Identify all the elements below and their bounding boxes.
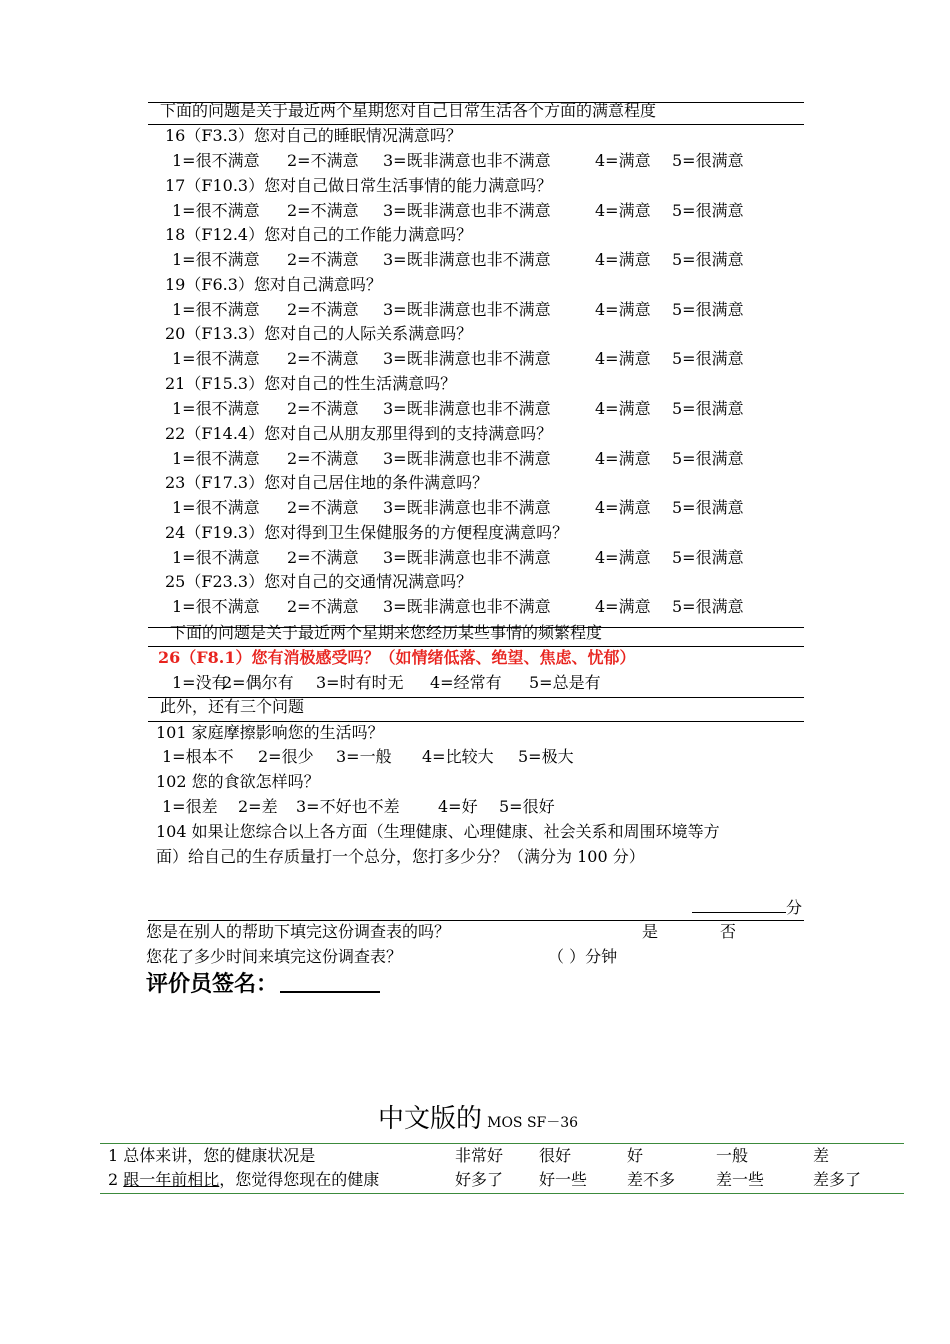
question-18: 18（F12.4）您对自己的工作能力满意吗？ [165,225,473,244]
option: 2=很少 [258,747,314,766]
option[interactable]: 4=满意 [595,151,651,170]
help-question: 您是在别人的帮助下填完这份调查表的吗？ [146,922,451,941]
score-field[interactable] [692,897,802,919]
option[interactable]: 1=很不满意 [172,201,260,220]
question-26-options [172,672,601,694]
time-question: 您花了多少时间来填完这份调查表？ [146,947,403,966]
option[interactable]: 2=不满意 [287,201,359,220]
option[interactable]: 5=很满意 [672,399,744,418]
option: 3=一般 [336,747,392,766]
option[interactable]: 4=满意 [595,548,651,567]
option[interactable]: 4=满意 [595,250,651,269]
signature-line[interactable] [280,991,380,993]
option: 1=很差 [162,797,218,816]
sf36-row2-option[interactable]: 好多了 [455,1170,504,1189]
question-26: 26（F8.1）您有消极感受吗？（如情绪低落、绝望、焦虑、忧郁） [158,648,636,667]
score-blank[interactable] [692,912,786,913]
option[interactable]: 1=很不满意 [172,498,260,517]
option[interactable]: 5=很满意 [672,151,744,170]
section-a-heading: 下面的问题是关于最近两个星期您对自己日常生活各个方面的满意程度 [160,101,657,120]
question-17-options [172,200,744,222]
sf36-row1-option[interactable]: 好 [627,1146,644,1165]
option[interactable]: 1=很不满意 [172,250,260,269]
option: 3=不好也不差 [296,797,400,816]
option[interactable]: 3=既非满意也非不满意 [383,548,551,567]
option[interactable]: 2=不满意 [287,597,359,616]
option: 5=极大 [518,747,574,766]
sf36-title [378,1101,578,1141]
sf36-title-sub: MOS SF－36 [487,1115,579,1131]
signature-label: 评价员签名： [146,972,279,997]
option[interactable]: 2=不满意 [287,250,359,269]
question-19-options [172,299,744,321]
sf36-row2-underlined: 跟一年前相比 [123,1170,220,1189]
sf36-row2-option[interactable]: 差多了 [813,1170,862,1189]
question-22: 22（F14.4）您对自己从朋友那里得到的支持满意吗？ [165,424,553,443]
sf36-row2-option[interactable]: 好一些 [539,1170,588,1189]
option[interactable]: 2=不满意 [287,151,359,170]
option[interactable]: 5=很满意 [672,449,744,468]
option[interactable]: 1=很不满意 [172,399,260,418]
option: 5=很好 [499,797,555,816]
question-23-options [172,497,744,519]
option[interactable]: 4=满意 [595,399,651,418]
time-minutes-field[interactable]: （ ）分钟 [548,947,618,966]
option[interactable]: 5=很满意 [672,498,744,517]
option[interactable]: 3=既非满意也非不满意 [383,349,551,368]
option[interactable]: 3=既非满意也非不满意 [383,300,551,319]
sf36-row1-label: 1 总体来讲，您的健康状况是 [108,1146,316,1165]
question-23: 23（F17.3）您对自己居住地的条件满意吗？ [165,473,489,492]
question-24-options [172,547,744,569]
option[interactable]: 3=既非满意也非不满意 [383,597,551,616]
option[interactable]: 3=既非满意也非不满意 [383,449,551,468]
yes-option[interactable]: 是 [642,922,659,941]
option[interactable]: 4=满意 [595,449,651,468]
option[interactable]: 2=不满意 [287,349,359,368]
no-option[interactable]: 否 [720,922,737,941]
option[interactable]: 5=很满意 [672,250,744,269]
option[interactable]: 3=既非满意也非不满意 [383,250,551,269]
option: 4=比较大 [422,747,494,766]
option[interactable]: 1=很不满意 [172,151,260,170]
sf36-bottom-rule [100,1193,904,1194]
sf36-row2-rest: ，您觉得您现在的健康 [219,1170,380,1189]
option[interactable]: 3=既非满意也非不满意 [383,201,551,220]
option: 4=经常有 [430,673,502,692]
option[interactable]: 5=很满意 [672,300,744,319]
sf36-title-main: 中文版的 [378,1104,483,1134]
question-102: 102 您的食欲怎样吗？ [156,772,320,791]
option: 3=时有时无 [316,673,404,692]
question-104-line1: 104 如果让您综合以上各方面（生理健康、心理健康、社会关系和周围环境等方 [156,822,720,841]
option[interactable]: 2=不满意 [287,399,359,418]
section-b-heading: 下面的问题是关于最近两个星期来您经历某些事情的频繁程度 [170,623,603,642]
score-unit: 分 [786,898,803,917]
question-104-line2: 面）给自己的生存质量打一个总分，您打多少分？（满分为 100 分） [156,847,645,866]
sf36-row2-option[interactable]: 差不多 [627,1170,676,1189]
sf36-row2-option[interactable]: 差一些 [716,1170,765,1189]
sf36-row2-num: 2 [108,1170,124,1189]
option[interactable]: 5=很满意 [672,349,744,368]
option[interactable]: 5=很满意 [672,201,744,220]
option: 2=偶尔有 [222,673,294,692]
option: 1=没有 [172,673,228,692]
question-17: 17（F10.3）您对自己做日常生活事情的能力满意吗？ [165,176,553,195]
option: 2=差 [238,797,278,816]
sf36-row1-option[interactable]: 差 [813,1146,830,1165]
option: 4=好 [438,797,478,816]
section-c-heading: 此外，还有三个问题 [160,697,305,716]
option[interactable]: 5=很满意 [672,597,744,616]
question-101: 101 家庭摩擦影响您的生活吗？ [156,723,384,742]
question-22-options [172,448,744,470]
option[interactable]: 4=满意 [595,597,651,616]
signature-row [146,970,380,1000]
option[interactable]: 3=既非满意也非不满意 [383,399,551,418]
question-21-options [172,398,744,420]
option: 5=总是有 [529,673,601,692]
option[interactable]: 3=既非满意也非不满意 [383,498,551,517]
option[interactable]: 2=不满意 [287,548,359,567]
option[interactable]: 2=不满意 [287,300,359,319]
option[interactable]: 4=满意 [595,349,651,368]
option[interactable]: 1=很不满意 [172,349,260,368]
question-16: 16（F3.3）您对自己的睡眠情况满意吗？ [165,126,462,145]
option[interactable]: 4=满意 [595,498,651,517]
question-18-options [172,249,744,271]
question-20: 20（F13.3）您对自己的人际关系满意吗？ [165,324,473,343]
option[interactable]: 3=既非满意也非不满意 [383,151,551,170]
option[interactable]: 2=不满意 [287,498,359,517]
option[interactable]: 5=很满意 [672,548,744,567]
option[interactable]: 1=很不满意 [172,300,260,319]
option[interactable]: 1=很不满意 [172,548,260,567]
question-102-options [162,796,555,818]
question-20-options [172,348,744,370]
question-25-options [172,596,744,618]
question-101-options [162,746,574,768]
sf36-row2-label [108,1169,379,1191]
option[interactable]: 4=满意 [595,300,651,319]
option[interactable]: 1=很不满意 [172,597,260,616]
question-16-options [172,150,744,172]
sf36-row1-option[interactable]: 很好 [539,1146,572,1165]
option[interactable]: 2=不满意 [287,449,359,468]
question-21: 21（F15.3）您对自己的性生活满意吗？ [165,374,457,393]
option[interactable]: 4=满意 [595,201,651,220]
question-25: 25（F23.3）您对自己的交通情况满意吗？ [165,572,473,591]
question-19: 19（F6.3）您对自己满意吗？ [165,275,382,294]
option[interactable]: 1=很不满意 [172,449,260,468]
question-24: 24（F19.3）您对得到卫生保健服务的方便程度满意吗？ [165,523,569,542]
option: 1=根本不 [162,747,234,766]
sf36-row1-option[interactable]: 非常好 [455,1146,504,1165]
sf36-row1-option[interactable]: 一般 [716,1146,749,1165]
sf36-top-rule [100,1143,904,1144]
